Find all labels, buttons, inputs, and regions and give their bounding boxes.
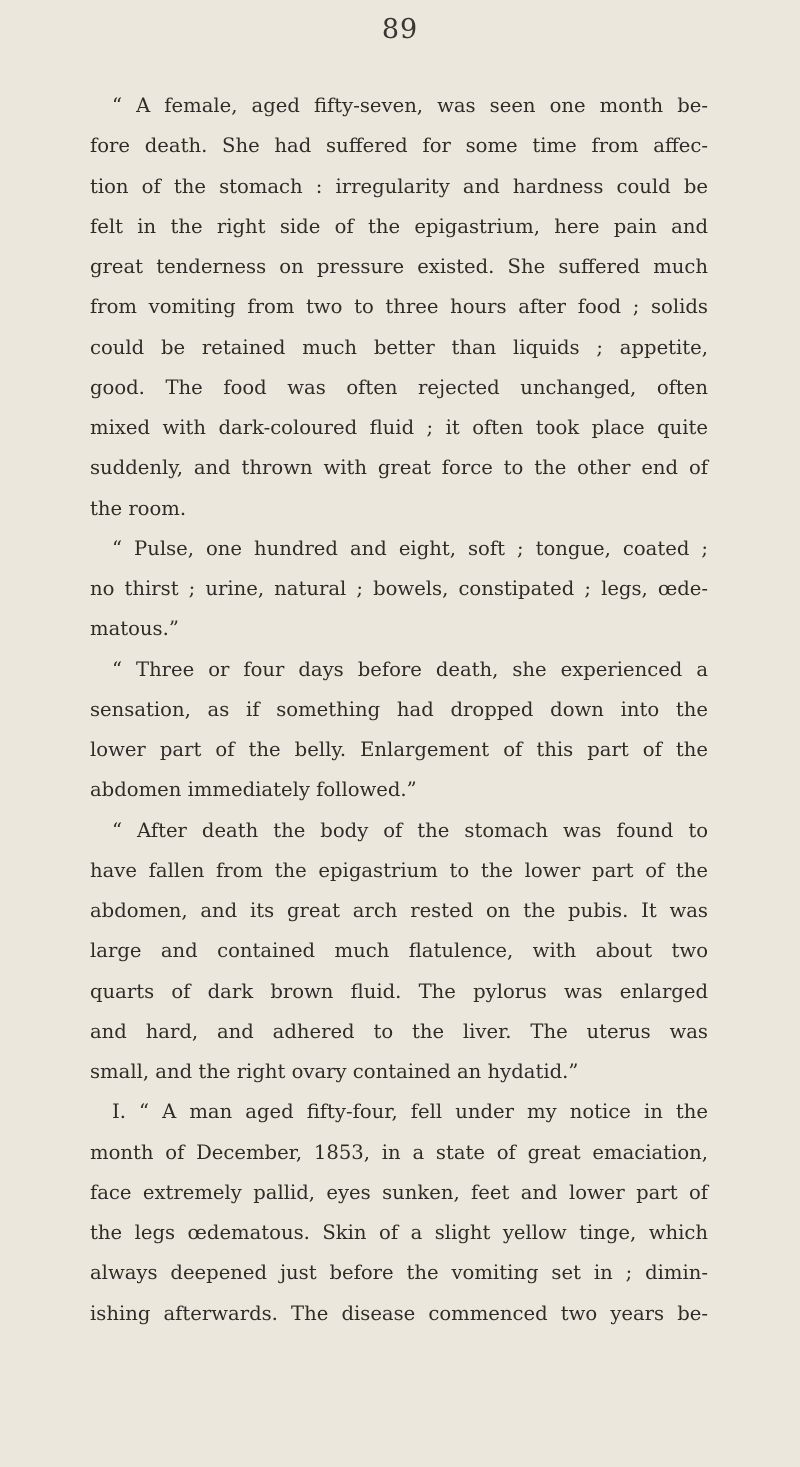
body-text <box>90 86 708 1334</box>
text-line: matous.” <box>90 617 179 641</box>
text-line: ishing afterwards. The disease commenced two years be- <box>90 1301 708 1325</box>
text-line: always deepened just before the vomiting set in ; dimin- <box>90 1261 708 1285</box>
text-line: large and contained much flatulence, with about two <box>90 939 708 963</box>
text-line: “ After death the body of the stomach was found to <box>112 818 708 842</box>
text-line: the legs œdematous. Skin of a slight yellow tinge, which <box>90 1221 708 1244</box>
text-line: “ Three or four days before death, she experienced a <box>112 657 708 681</box>
text-line: face extremely pallid, eyes sunken, feet and lower part of <box>90 1180 708 1204</box>
text-line: the room. <box>90 496 187 520</box>
text-line: abdomen, and its great arch rested on the pubis. It was <box>90 899 708 922</box>
text-line: quarts of dark brown fluid. The pylorus was enlarged <box>90 979 708 1003</box>
text-line: fore death. She had suffered for some time from affec- <box>90 134 708 158</box>
text-line: felt in the right side of the epigastrium, here pain and <box>90 214 708 238</box>
text-line: I. “ A man aged fifty-four, fell under my notice in the <box>112 1100 708 1124</box>
text-line: good. The food was often rejected unchanged, often <box>90 375 708 399</box>
text-line: could be retained much better than liquids ; appetite, <box>90 335 708 359</box>
text-line: great tenderness on pressure existed. She suffered much <box>90 255 708 278</box>
text-line: and hard, and adhered to the liver. The uterus was <box>90 1019 708 1043</box>
text-line: mixed with dark-coloured fluid ; it often took place quite <box>90 416 708 439</box>
text-line: suddenly, and thrown with great force to the other end of <box>90 456 708 480</box>
text-line: small, and the right ovary contained an hydatid.” <box>90 1060 579 1083</box>
text-line: abdomen immediately followed.” <box>90 778 417 802</box>
text-line: sensation, as if something had dropped down into the <box>90 697 708 721</box>
text-line: no thirst ; urine, natural ; bowels, constipated ; legs, œde- <box>90 577 708 600</box>
text-line: month of December, 1853, in a state of great emaciation, <box>90 1140 708 1164</box>
page-number: 89 <box>381 14 419 45</box>
text-line: have fallen from the epigastrium to the lower part of the <box>90 858 708 882</box>
text-line: tion of the stomach : irregularity and hardness could be <box>90 174 708 198</box>
text-line: “ Pulse, one hundred and eight, soft ; tongue, coated ; <box>112 536 708 560</box>
text-line: from vomiting from two to three hours after food ; solids <box>90 295 708 319</box>
text-line: “ A female, aged fifty-seven, was seen one month be- <box>112 94 708 117</box>
text-line: lower part of the belly. Enlargement of this part of the <box>90 738 708 761</box>
